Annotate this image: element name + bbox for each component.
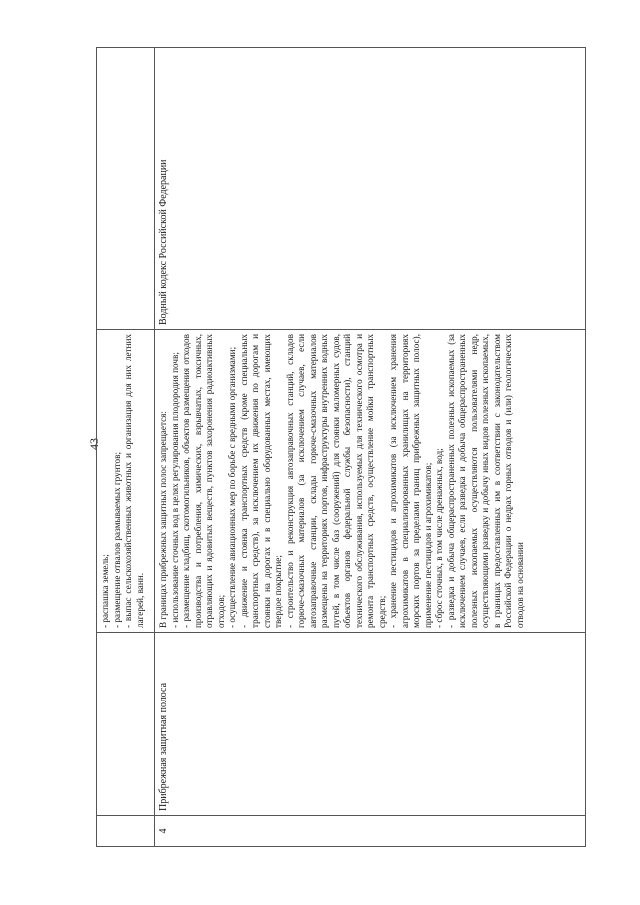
restriction-line: - хранение пестицидов и агрохимикатов (за исключением хранения агрохимикатов в специализированных хранилищах на территориях морских портов за пределами границ прибрежных защитных полос), применение пестицидов и агрохимикатов; xyxy=(388,334,433,628)
restrictions-cell xyxy=(97,330,155,633)
restriction-line: - разведка и добыча общераспространенных полезных ископаемых (за исключением случаев, если разведка и добыча общераспространенных полезных ископаемых осуществляются пользователями недр, осуществляющими разведку и добычу иных видов полезных ископаемых, в границах предоставленных им в соответствии с законодательством Российской Федерации о недрах горных отводов и (или) геологических отводов на основании xyxy=(445,334,525,628)
restriction-line: - движение и стоянка транспортных средств (кроме специальных транспортных средств), за исключением их движения по дорогам и стоянки на дорогах и в специально оборудованных местах, имеющих твердое покрытие; xyxy=(238,334,283,628)
restriction-line: - сброс сточных, в том числе дренажных, вод; xyxy=(434,448,444,628)
zone-name-cell: Прибрежная защитная полоса xyxy=(155,633,586,816)
restriction-line: - осуществление авиационных мер по борьбе с вредными организмами; xyxy=(227,346,237,628)
law-cell: Водный кодекс Российской Федерации xyxy=(155,48,586,330)
restriction-line: - использование сточных вод в целях регулирования плодородия почв; xyxy=(169,352,180,628)
restriction-line: - выпас сельскохозяйственных животных и организация для них летних лагерей, ванн. xyxy=(123,334,145,628)
table-row xyxy=(97,48,155,847)
row-number-cell xyxy=(97,816,155,847)
table-row xyxy=(155,48,586,847)
restriction-line: - распашка земель; xyxy=(100,554,110,628)
page-number: 43 xyxy=(87,438,101,450)
restriction-line: В границах прибрежных защитных полос запрещается: xyxy=(158,411,168,628)
restriction-line: - размещение отвалов размываемых грунтов; xyxy=(111,452,122,628)
restriction-line: - размещение кладбищ, скотомогильников, объектов размещения отходов производства и потребления, химических, взрывчатых, токсичных, отравляющих и ядовитых веществ, пунктов захоронения радиоактивных отходов; xyxy=(181,334,226,628)
restrictions-table xyxy=(96,47,586,847)
restriction-line: - строительство и реконструкция автозаправочных станций, складов горюче-смазочных материалов (за исключением случаев, если автозаправочные станции, склады горюче-смазочных материалов размещены на территориях портов, инфраструктуры внутренних водных путей, в том числе баз (сооружений) для стоянки маломерных судов, объектов органов федеральной службы безопасности), станций технического обслуживания, используемых для технического осмотра и ремонта транспортных средств, осуществление мойки транспортных средств; xyxy=(284,334,387,628)
law-cell xyxy=(97,48,155,330)
restrictions-cell xyxy=(155,330,586,633)
row-number-cell: 4 xyxy=(155,816,586,847)
zone-name-cell xyxy=(97,633,155,816)
rotated-table-container xyxy=(96,47,586,847)
